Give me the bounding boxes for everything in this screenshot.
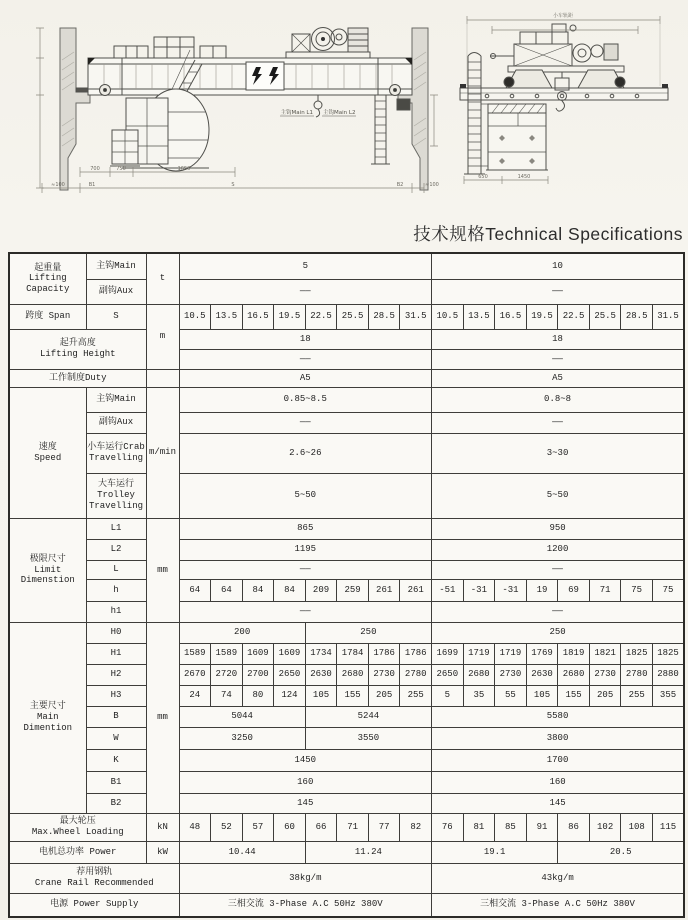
value-cell: 5044: [179, 706, 305, 727]
spec-row: [9, 771, 684, 793]
spec-row: [9, 643, 684, 664]
spec-row: [9, 304, 684, 329]
girder-top-cabinets: [114, 37, 226, 58]
value-cell: 55: [495, 685, 527, 706]
value-cell: 255: [400, 685, 432, 706]
spec-row: [9, 793, 684, 813]
row-label-cell: L1: [86, 518, 146, 539]
value-cell: 28.5: [621, 304, 653, 329]
unit-cell: t: [146, 253, 179, 304]
unit-cell: mm: [146, 518, 179, 622]
value-cell: 145: [432, 793, 685, 813]
crab-trolley: [286, 28, 370, 59]
value-cell: 155: [558, 685, 590, 706]
value-cell: 64: [211, 579, 243, 601]
value-cell: 1589: [211, 643, 243, 664]
spec-row: [9, 749, 684, 771]
value-cell: 24: [179, 685, 211, 706]
value-cell: 261: [368, 579, 400, 601]
value-cell: 60: [274, 813, 306, 841]
value-cell: 1719: [495, 643, 527, 664]
row-label-cell: 主要尺寸 Main Dimention: [9, 622, 86, 813]
value-cell: 57: [242, 813, 274, 841]
value-cell: 71: [337, 813, 369, 841]
unit-cell: [146, 369, 179, 387]
value-cell: 69: [558, 579, 590, 601]
value-cell: 18: [179, 329, 432, 349]
value-cell: 5: [432, 685, 464, 706]
spec-row: [9, 560, 684, 579]
spec-table-body: [9, 253, 684, 917]
value-cell: 28.5: [368, 304, 400, 329]
value-cell: ——: [432, 560, 685, 579]
value-cell: 200: [179, 622, 305, 643]
value-cell: 2780: [621, 664, 653, 685]
crab-wheel: [615, 77, 625, 87]
value-cell: 三相交流 3-Phase A.C 50Hz 380V: [179, 893, 432, 917]
cab-equipment-box: [110, 130, 140, 166]
value-cell: 85: [495, 813, 527, 841]
operator-cab-end-view: [486, 104, 548, 170]
value-cell: 205: [589, 685, 621, 706]
value-cell: 16.5: [242, 304, 274, 329]
row-label-cell: 大车运行 Trolley Travelling: [86, 473, 146, 518]
row-label-cell: W: [86, 727, 146, 749]
unit-cell: kW: [146, 841, 179, 863]
spec-row: [9, 727, 684, 749]
value-cell: 19.5: [526, 304, 558, 329]
value-cell: 1699: [432, 643, 464, 664]
value-cell: 209: [305, 579, 337, 601]
value-cell: ——: [432, 349, 685, 369]
value-cell: 2780: [400, 664, 432, 685]
row-label-cell: H0: [86, 622, 146, 643]
spec-row: [9, 253, 684, 279]
value-cell: 1200: [432, 539, 685, 560]
row-label-cell: 主钩Main: [86, 387, 146, 412]
value-cell: 19.5: [274, 304, 306, 329]
row-label-cell: L2: [86, 539, 146, 560]
value-cell: 2.6~26: [179, 433, 432, 473]
value-cell: 91: [526, 813, 558, 841]
value-cell: 10: [432, 253, 685, 279]
value-cell: 2650: [274, 664, 306, 685]
left-runway-column: [60, 28, 90, 190]
value-cell: 255: [621, 685, 653, 706]
unit-cell: kN: [146, 813, 179, 841]
value-cell: 1819: [558, 643, 590, 664]
row-label-cell: 速度 Speed: [9, 387, 86, 518]
value-cell: 18: [432, 329, 685, 349]
value-cell: 2680: [463, 664, 495, 685]
value-cell: 1589: [179, 643, 211, 664]
dim-text: ≈100: [51, 182, 65, 188]
row-label-cell: 跨度 Span: [9, 304, 86, 329]
spec-row: [9, 601, 684, 622]
unit-cell: m/min: [146, 387, 179, 518]
value-cell: 2680: [337, 664, 369, 685]
value-cell: 76: [432, 813, 464, 841]
hook-icon: [314, 95, 322, 117]
dim-text: 700: [90, 166, 100, 172]
spec-row: [9, 518, 684, 539]
value-cell: 84: [242, 579, 274, 601]
spec-row: [9, 664, 684, 685]
value-cell: ——: [179, 412, 432, 433]
row-label-cell: S: [86, 304, 146, 329]
row-label-cell: 副钩Aux: [86, 279, 146, 304]
value-cell: 1450: [179, 749, 432, 771]
value-cell: 66: [305, 813, 337, 841]
value-cell: ——: [432, 412, 685, 433]
value-cell: 0.85~8.5: [179, 387, 432, 412]
dim-text: S: [231, 182, 235, 188]
unit-cell: m: [146, 304, 179, 369]
row-label-cell: L: [86, 560, 146, 579]
value-cell: 81: [463, 813, 495, 841]
value-cell: 10.5: [432, 304, 464, 329]
value-cell: 5580: [432, 706, 685, 727]
access-ladder: [371, 95, 390, 164]
value-cell: 25.5: [589, 304, 621, 329]
value-cell: 84: [274, 579, 306, 601]
row-label-cell: 电源 Power Supply: [9, 893, 179, 917]
value-cell: 1195: [179, 539, 432, 560]
value-cell: 2730: [368, 664, 400, 685]
row-label-cell: H1: [86, 643, 146, 664]
value-cell: ——: [179, 601, 432, 622]
end-truck-wheel-hub: [104, 89, 107, 92]
value-cell: 1784: [337, 643, 369, 664]
value-cell: 75: [621, 579, 653, 601]
dim-text: 1650: [177, 166, 191, 172]
value-cell: -51: [432, 579, 464, 601]
spec-row: [9, 685, 684, 706]
crane-end-view-drawing: [452, 6, 677, 206]
value-cell: 80: [242, 685, 274, 706]
value-cell: 1734: [305, 643, 337, 664]
dimension-labels: [51, 166, 439, 188]
value-cell: 115: [652, 813, 684, 841]
spec-table: [8, 252, 685, 918]
value-cell: 22.5: [558, 304, 590, 329]
dim-text: 1450: [517, 174, 531, 180]
value-cell: 160: [179, 771, 432, 793]
value-cell: 19.1: [432, 841, 558, 863]
value-cell: 1825: [652, 643, 684, 664]
row-label-cell: H2: [86, 664, 146, 685]
hook-label: 主钩Main L2: [323, 110, 356, 116]
value-cell: 38kg/m: [179, 863, 432, 893]
value-cell: 3~30: [432, 433, 685, 473]
value-cell: 25.5: [337, 304, 369, 329]
crab-wheel: [504, 77, 514, 87]
value-cell: 124: [274, 685, 306, 706]
page-title: 技术规格Technical Specifications: [413, 224, 683, 244]
value-cell: 20.5: [558, 841, 684, 863]
value-cell: 22.5: [305, 304, 337, 329]
value-cell: 1609: [274, 643, 306, 664]
value-cell: 3550: [305, 727, 431, 749]
row-label-cell: 主钩Main: [86, 253, 146, 279]
value-cell: 43kg/m: [432, 863, 685, 893]
spec-row: [9, 473, 684, 518]
dim-text: 650: [478, 174, 488, 180]
row-label-cell: 小车运行Crab Travelling: [86, 433, 146, 473]
value-cell: 2650: [432, 664, 464, 685]
value-cell: 16.5: [495, 304, 527, 329]
row-label-cell: H3: [86, 685, 146, 706]
row-label-cell: 电机总功率 Power: [9, 841, 146, 863]
spec-row: [9, 893, 684, 917]
row-label-cell: 最大轮压 Max.Wheel Loading: [9, 813, 146, 841]
value-cell: 82: [400, 813, 432, 841]
crab-trolley-end-view: [490, 24, 624, 72]
row-label-cell: 荐用钢轨 Crane Rail Recommended: [9, 863, 179, 893]
dim-text: 小车轨距: [552, 13, 574, 19]
value-cell: 2730: [589, 664, 621, 685]
value-cell: 1769: [526, 643, 558, 664]
value-cell: 5: [179, 253, 432, 279]
value-cell: 48: [179, 813, 211, 841]
value-cell: 2720: [211, 664, 243, 685]
value-cell: 865: [179, 518, 432, 539]
value-cell: 2880: [652, 664, 684, 685]
value-cell: 2700: [242, 664, 274, 685]
spec-row: [9, 412, 684, 433]
value-cell: 3800: [432, 727, 685, 749]
value-cell: 三相交流 3-Phase A.C 50Hz 380V: [432, 893, 685, 917]
value-cell: 77: [368, 813, 400, 841]
value-cell: 71: [589, 579, 621, 601]
spec-row: [9, 579, 684, 601]
value-cell: 355: [652, 685, 684, 706]
dim-text: B1: [88, 182, 96, 188]
value-cell: 1786: [368, 643, 400, 664]
value-cell: ——: [432, 601, 685, 622]
dim-text: B2: [396, 182, 404, 188]
value-cell: 0.8~8: [432, 387, 685, 412]
value-cell: 1821: [589, 643, 621, 664]
value-cell: ——: [179, 279, 432, 304]
value-cell: 74: [211, 685, 243, 706]
value-cell: 261: [400, 579, 432, 601]
value-cell: 10.5: [179, 304, 211, 329]
row-label-cell: K: [86, 749, 146, 771]
spec-row: [9, 539, 684, 560]
row-label-cell: 起升高度 Lifting Height: [9, 329, 146, 369]
value-cell: 205: [368, 685, 400, 706]
value-cell: 13.5: [211, 304, 243, 329]
value-cell: 160: [432, 771, 685, 793]
value-cell: 75: [652, 579, 684, 601]
row-label-cell: h1: [86, 601, 146, 622]
row-label-cell: h: [86, 579, 146, 601]
current-collector-box: [397, 99, 410, 110]
value-cell: -31: [495, 579, 527, 601]
value-cell: 105: [305, 685, 337, 706]
end-truck-wheel-hub: [394, 89, 397, 92]
value-cell: 5244: [305, 706, 431, 727]
value-cell: 13.5: [463, 304, 495, 329]
value-cell: 3250: [179, 727, 305, 749]
value-cell: 31.5: [652, 304, 684, 329]
spec-row: [9, 387, 684, 412]
value-cell: 102: [589, 813, 621, 841]
value-cell: 5~50: [432, 473, 685, 518]
value-cell: 35: [463, 685, 495, 706]
value-cell: 250: [432, 622, 685, 643]
value-cell: 1609: [242, 643, 274, 664]
value-cell: -31: [463, 579, 495, 601]
spec-row: [9, 706, 684, 727]
value-cell: 31.5: [400, 304, 432, 329]
row-label-cell: 副钩Aux: [86, 412, 146, 433]
hook-label: 主钩Main L1: [280, 110, 313, 116]
spec-row: [9, 863, 684, 893]
value-cell: 19: [526, 579, 558, 601]
value-cell: 10.44: [179, 841, 305, 863]
value-cell: 1719: [463, 643, 495, 664]
value-cell: 1825: [621, 643, 653, 664]
value-cell: 2630: [526, 664, 558, 685]
value-cell: 108: [621, 813, 653, 841]
value-cell: 2670: [179, 664, 211, 685]
value-cell: 2730: [495, 664, 527, 685]
value-cell: 5~50: [179, 473, 432, 518]
spec-row: [9, 279, 684, 304]
row-label-cell: 起重量 Lifting Capacity: [9, 253, 86, 304]
row-label-cell: 极限尺寸 Limit Dimenstion: [9, 518, 86, 622]
value-cell: 250: [305, 622, 431, 643]
spec-row: [9, 622, 684, 643]
spec-row: [9, 433, 684, 473]
value-cell: 64: [179, 579, 211, 601]
side-ladder: [464, 53, 488, 175]
row-label-cell: 工作制度Duty: [9, 369, 146, 387]
row-label-cell: B1: [86, 771, 146, 793]
value-cell: 259: [337, 579, 369, 601]
spec-row: [9, 329, 684, 349]
value-cell: 105: [526, 685, 558, 706]
value-cell: ——: [432, 279, 685, 304]
spec-row: [9, 369, 684, 387]
crane-front-elevation-drawing: [18, 6, 448, 206]
value-cell: 2630: [305, 664, 337, 685]
dim-text: ≈100: [425, 182, 439, 188]
value-cell: A5: [432, 369, 685, 387]
value-cell: ——: [179, 349, 432, 369]
value-cell: 145: [179, 793, 432, 813]
value-cell: 1700: [432, 749, 685, 771]
value-cell: 52: [211, 813, 243, 841]
value-cell: 11.24: [305, 841, 431, 863]
value-cell: 2680: [558, 664, 590, 685]
spec-row: [9, 813, 684, 841]
value-cell: A5: [179, 369, 432, 387]
value-cell: 86: [558, 813, 590, 841]
value-cell: 950: [432, 518, 685, 539]
value-cell: 155: [337, 685, 369, 706]
value-cell: ——: [179, 560, 432, 579]
row-label-cell: B: [86, 706, 146, 727]
spec-row: [9, 841, 684, 863]
unit-cell: mm: [146, 622, 179, 813]
row-label-cell: B2: [86, 793, 146, 813]
dim-text: 750: [116, 166, 126, 172]
value-cell: 1786: [400, 643, 432, 664]
electric-panel: [246, 62, 284, 90]
